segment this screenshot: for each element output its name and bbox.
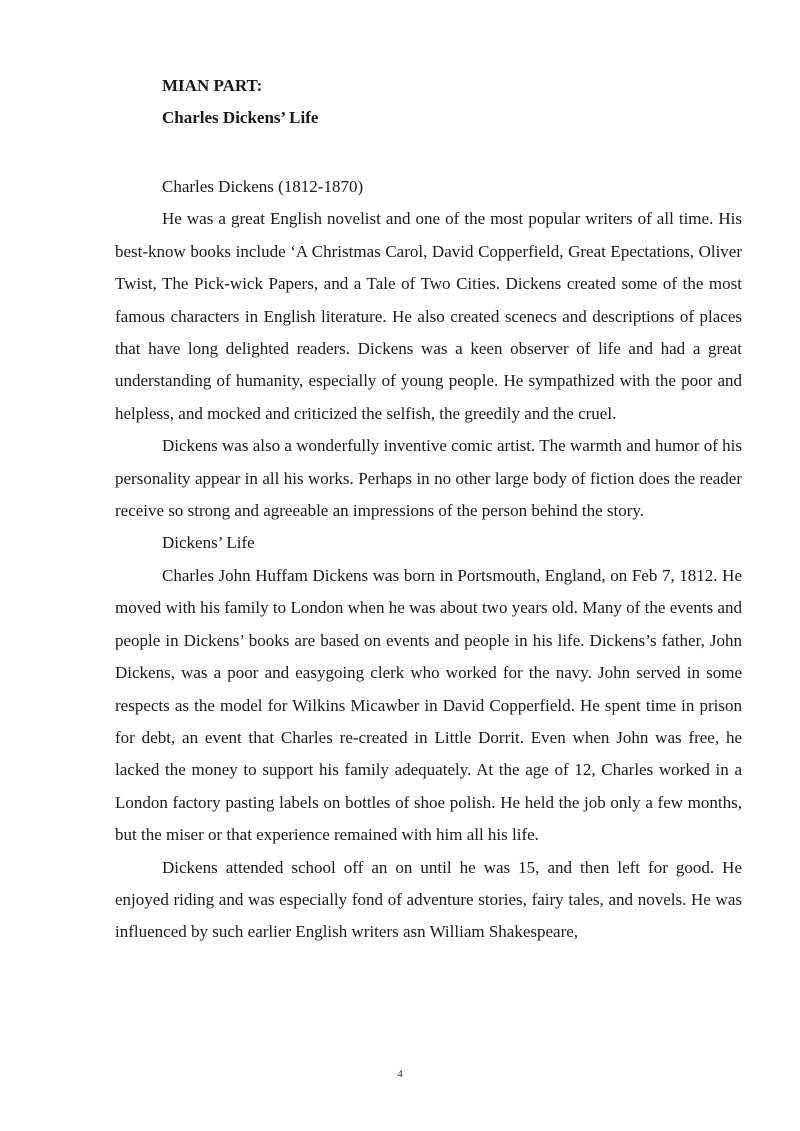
page-number: 4 [397, 1068, 403, 1080]
paragraph-2: Dickens was also a wonderfully inventive comic artist. The warmth and humor of his personality appear in all his works. Perhaps in no other large body of fiction does the reader receive so strong and agreeable an impressions of the person behind the story. [115, 436, 742, 521]
intro-line: Charles Dickens (1812-1870) [162, 177, 364, 196]
paragraph-4: Dickens attended school off an on until he was 15, and then left for good. He enjoyed riding and was especially fond of adventure stories, fairy tales, and novels. He was influenced by such earlier English writers asn William Shakespeare, [115, 857, 742, 942]
main-heading: MIAN PART: [162, 76, 263, 95]
page-content [115, 75, 742, 949]
paragraph-1: He was a great English novelist and one of the most popular writers of all time. His best-know books include ‘A Christmas Carol, David Copperfield, Great Epectations, Oliver Twist, The Pick-wick Papers, and a Tale of Two Cities. Dickens created some of the most famous characters in English literature. He also created scenecs and descriptions of places that have long delighted readers. Dickens was a keen observer of life and had a great understanding of humanity, especially of young people. He sympathized with the poor and helpless, and mocked and criticized the selfish, the greedily and the cruel. [115, 209, 742, 423]
paragraph-3: Charles John Huffam Dickens was born in Portsmouth, England, on Feb 7, 1812. He moved with his family to London when he was about two years old. Many of the events and people in Dickens’ books are based on events and people in his life. Dickens’s father, John Dickens, was a poor and easygoing clerk who worked for the navy. John served in some respects as the model for Wilkins Micawber in David Copperfield. He spent time in prison for debt, an event that Charles re-created in Little Dorrit. Even when John was free, he lacked the money to support his family adequately. At the age of 12, Charles worked in a London factory pasting labels on bottles of shoe polish. He held the job only a few months, but the miser or that experience remained with him all his life. [115, 565, 742, 845]
sub-heading: Charles Dickens’ Life [162, 108, 319, 127]
section-title: Dickens’ Life [162, 533, 255, 553]
